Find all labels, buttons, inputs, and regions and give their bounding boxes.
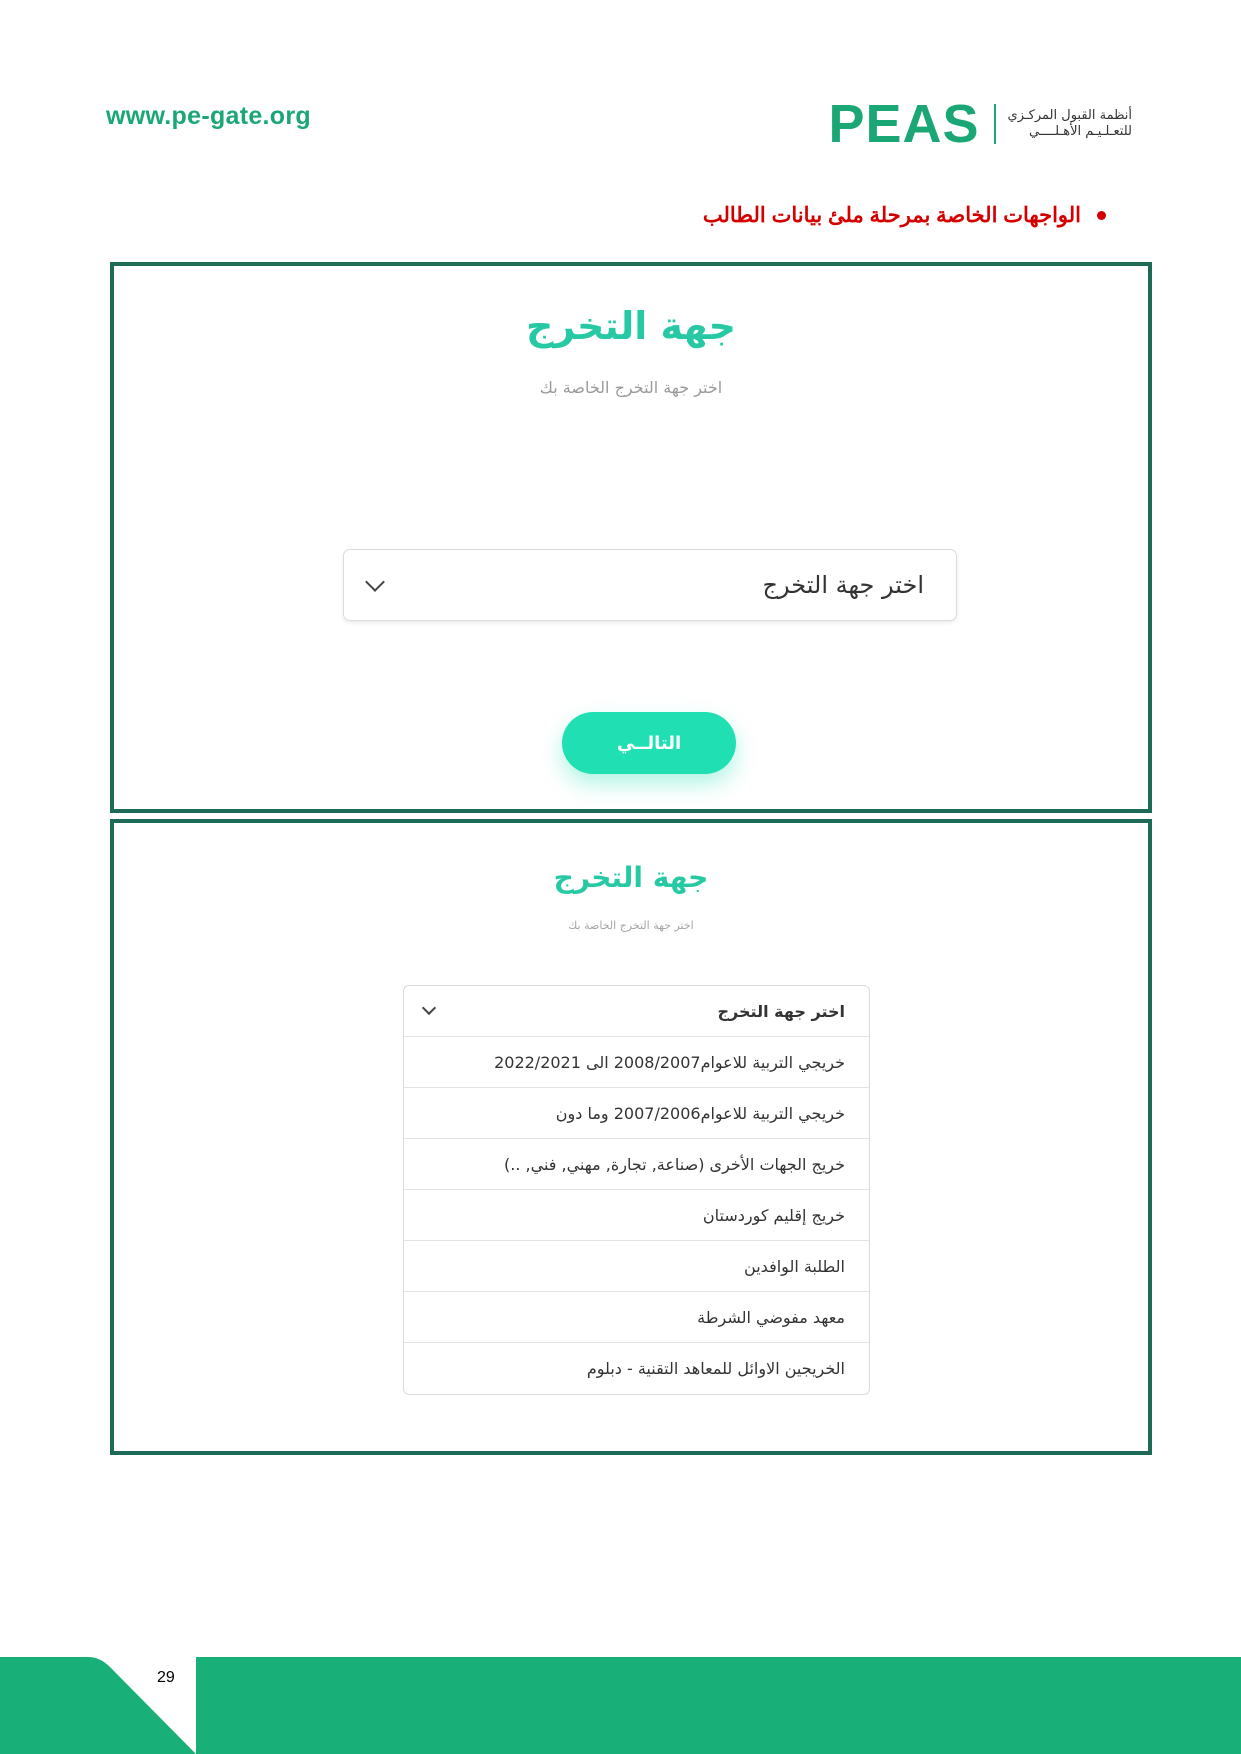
screenshot-frame-2 [110,819,1152,1455]
chevron-down-icon [422,1001,436,1015]
chevron-down-icon [365,572,385,592]
page-number: 29 [157,1669,175,1686]
select-value: اختر جهة التخرج [762,571,924,599]
dropdown-option[interactable] [404,1088,869,1139]
site-url[interactable]: www.pe-gate.org [106,102,311,130]
page-subtitle: اختر جهة التخرج الخاصة بك [568,919,694,932]
option-label: الخريجين الاوائل للمعاهد التقنية - دبلوم [586,1359,845,1378]
dropdown-option[interactable] [404,1241,869,1292]
page-title: جهة التخرج [526,304,736,348]
dropdown-option[interactable] [404,1190,869,1241]
graduation-entity-select[interactable] [343,549,957,621]
next-button[interactable]: التالــي [562,712,736,774]
dropdown-option[interactable] [404,1037,869,1088]
select-value: اختر جهة التخرج [717,1001,845,1021]
bullet-icon [1097,211,1106,220]
dropdown-option[interactable] [404,1139,869,1190]
dropdown-option[interactable] [404,1292,869,1343]
dropdown-header[interactable] [404,986,869,1037]
logo-divider [994,104,996,144]
section-heading [703,203,1106,228]
option-label: خريج الجهات الأخرى (صناعة, تجارة, مهني, فني, ..) [504,1154,845,1174]
peas-logo [828,94,1144,154]
logo-text: PEAS [828,94,980,154]
page-subtitle: اختر جهة التخرج الخاصة بك [539,378,723,397]
dropdown-option[interactable] [404,1343,869,1394]
option-label: معهد مفوضي الشرطة [697,1307,845,1327]
logo-subtitle-line1: أنظمة القبول المركـزي [1007,108,1132,123]
screenshot-frame-1 [110,262,1152,813]
option-label: خريجي التربية للاعوام2008/2007 الى 2022/2021 [494,1052,845,1072]
logo-subtitle [1008,108,1132,140]
option-label: خريج إقليم كوردستان [702,1205,845,1225]
option-label: الطلبة الوافدين [744,1256,845,1276]
graduation-entity-dropdown[interactable] [403,985,870,1395]
section-heading-text: الواجهات الخاصة بمرحلة ملئ بيانات الطالب [702,204,1081,227]
option-label: خريجي التربية للاعوام2007/2006 وما دون [555,1103,845,1123]
logo-subtitle-line2: للتعـلـيـم الأهـلــــي [1029,124,1132,139]
page-title: جهة التخرج [553,861,709,894]
